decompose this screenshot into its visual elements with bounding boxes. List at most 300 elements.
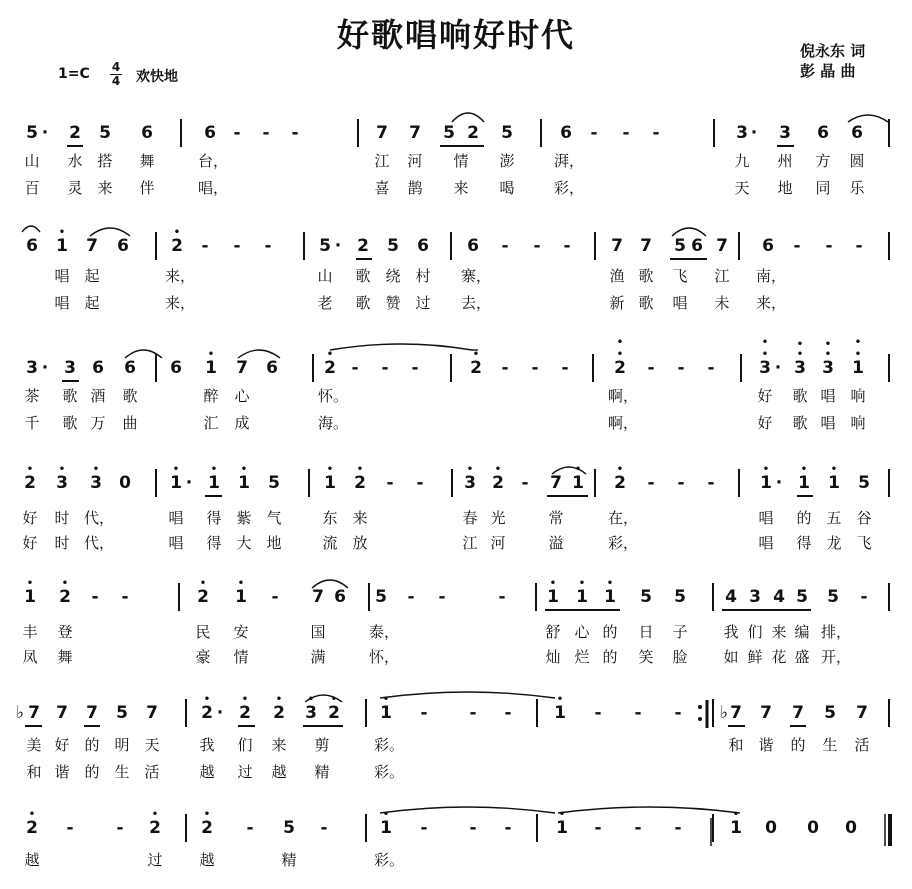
octave-dot: • xyxy=(796,339,804,350)
lyric-verse1: 美 xyxy=(26,736,42,754)
lyric-verse2: 万 xyxy=(90,414,106,432)
lyric-verse2: 同 xyxy=(815,179,831,197)
sys3-note: 1 xyxy=(324,473,336,493)
octave-dot: • xyxy=(207,349,215,360)
sys5-note: 7 xyxy=(28,703,40,723)
sys4-note: 5 xyxy=(674,587,686,607)
lyric-verse2: 响 xyxy=(850,414,866,432)
sys5-note: 7 xyxy=(792,703,804,723)
lyric-verse2: 得 xyxy=(206,534,222,552)
sys6-note: 2 xyxy=(26,818,38,838)
lyric-verse1: 精 xyxy=(281,851,297,869)
octave-dot: • xyxy=(616,349,624,360)
sys2-dash: - xyxy=(677,358,685,378)
lyric-verse1: 们 xyxy=(237,736,253,754)
sys0-note: 3 xyxy=(779,123,791,143)
sys0-dash: - xyxy=(233,123,241,143)
accent-mark: • xyxy=(854,337,862,348)
sys5-dash: - xyxy=(420,703,428,723)
sys1-note: 5 xyxy=(674,236,686,256)
lyric-verse1: 春 xyxy=(462,509,478,527)
sys4-note: 2 xyxy=(197,587,209,607)
sys4-dash: - xyxy=(407,587,415,607)
sys1-note: 2 xyxy=(357,236,369,256)
lyric-verse1: 五 xyxy=(826,509,842,527)
sys3-note: 0 xyxy=(119,473,131,493)
sys0-dash: - xyxy=(590,123,598,143)
sys3-dash: - xyxy=(677,473,685,493)
lyric-verse2: 怀， xyxy=(369,648,400,666)
lyric-verse1: 的 xyxy=(602,623,618,641)
octave-dot: • xyxy=(356,464,364,475)
time-signature-bottom: 4 xyxy=(111,74,121,88)
lyric-verse1: 歌 xyxy=(62,387,78,405)
octave-dot: • xyxy=(382,809,390,820)
lyric-verse2: 去， xyxy=(461,294,492,312)
lyric-verse1: 方 xyxy=(815,152,831,170)
sys4-note: 3 xyxy=(749,587,761,607)
lyric-verse2: 放 xyxy=(352,534,368,552)
sys2-dash: - xyxy=(707,358,715,378)
sys1-note: 6 xyxy=(467,236,479,256)
lyric-verse2: 的 xyxy=(602,648,618,666)
lyric-verse1: 的 xyxy=(790,736,806,754)
octave-dot: • xyxy=(203,809,211,820)
sys4-note: 5 xyxy=(827,587,839,607)
lyric-verse2: 时 xyxy=(54,534,70,552)
octave-dot: • xyxy=(800,464,808,475)
sys1-note: 7 xyxy=(640,236,652,256)
sys2-note: 3 xyxy=(26,358,38,378)
sys1-note: 5 xyxy=(319,236,331,256)
sys4-note: 1 xyxy=(24,587,36,607)
sys6-dash: - xyxy=(320,818,328,838)
lyric-verse2: 起 xyxy=(84,294,100,312)
lyric-verse2: 歌 xyxy=(792,414,808,432)
lyric-verse2: 开， xyxy=(821,648,852,666)
lyric-verse1: 茶 xyxy=(24,387,40,405)
lyric-verse2: 唱， xyxy=(198,179,229,197)
sys0-dash: - xyxy=(622,123,630,143)
sys2-note: 6 xyxy=(124,358,136,378)
lyric-verse1: 得 xyxy=(206,509,222,527)
sys4-dash: - xyxy=(271,587,279,607)
octave-dot: • xyxy=(382,694,390,705)
octave-dot: • xyxy=(330,694,338,705)
sys5-flat: ♭ xyxy=(15,703,25,723)
lyric-verse1: 越 xyxy=(24,851,40,869)
lyric-verse2: 豪 xyxy=(195,648,211,666)
sys2-note: 1 xyxy=(852,358,864,378)
sys3-dash: - xyxy=(521,473,529,493)
lyric-verse1: 搭 xyxy=(97,152,113,170)
lyric-verse1: 们 xyxy=(747,623,763,641)
lyric-verse2: 情 xyxy=(233,648,249,666)
song-title: 好歌唱响好时代 xyxy=(336,16,575,54)
lyric-verse2: 新 xyxy=(609,294,625,312)
lyric-verse2: 得 xyxy=(796,534,812,552)
lyric-verse2: 唱 xyxy=(54,294,70,312)
lyric-verse2: 歌 xyxy=(62,414,78,432)
lyric-verse2: 好 xyxy=(757,414,773,432)
sys0-dot: · xyxy=(41,123,49,143)
sys1-note: 1 xyxy=(56,236,68,256)
lyric-verse2: 伴 xyxy=(139,179,155,197)
lyric-verse1: 唱 xyxy=(758,509,774,527)
lyric-verse1: 歌 xyxy=(792,387,808,405)
octave-dot: • xyxy=(830,464,838,475)
sys1-note: 6 xyxy=(762,236,774,256)
sys0-note: 6 xyxy=(817,123,829,143)
sys0-note: 2 xyxy=(467,123,479,143)
lyric-verse1: 好 xyxy=(54,736,70,754)
lyric-verse1: 唱 xyxy=(168,509,184,527)
sys3-dot: · xyxy=(775,473,783,493)
sys0-note: 5 xyxy=(99,123,111,143)
lyric-verse2: 老 xyxy=(317,294,333,312)
lyric-verse2: 笑 xyxy=(638,648,654,666)
lyric-verse2: 喜 xyxy=(374,179,390,197)
sys4-dash: - xyxy=(438,587,446,607)
sys5-note: 5 xyxy=(824,703,836,723)
lyric-verse1: 啊， xyxy=(608,387,639,405)
lyric-verse1: 酒 xyxy=(90,387,106,405)
sys5-note: 5 xyxy=(116,703,128,723)
sys3-note: 3 xyxy=(56,473,68,493)
sys5-note: 1 xyxy=(380,703,392,723)
lyric-verse2: 海。 xyxy=(318,414,349,432)
sys4-note: 5 xyxy=(640,587,652,607)
slur xyxy=(238,350,280,358)
lyric-verse1: 天 xyxy=(144,736,160,754)
lyric-verse2: 舞 xyxy=(57,648,73,666)
lyric-verse1: 民 xyxy=(195,623,211,641)
sys2-note: 7 xyxy=(236,358,248,378)
lyric-verse1: 江 xyxy=(714,267,730,285)
octave-dot: • xyxy=(574,464,582,475)
sys3-dash: - xyxy=(707,473,715,493)
lyric-verse1: 好 xyxy=(22,509,38,527)
lyric-verse2: 流 xyxy=(322,534,338,552)
octave-dot: • xyxy=(761,349,769,360)
lyric-verse2: 唱 xyxy=(820,414,836,432)
sys0-dash: - xyxy=(262,123,270,143)
sys2-note: 3 xyxy=(64,358,76,378)
slur xyxy=(312,580,348,588)
lyric-verse2: 过 xyxy=(415,294,431,312)
lyric-verse1: 常 xyxy=(548,509,564,527)
sys5-note: 7 xyxy=(86,703,98,723)
sys2-dash: - xyxy=(501,358,509,378)
lyric-verse2: 彩， xyxy=(554,179,585,197)
lyric-verse2: 未 xyxy=(714,294,730,312)
lyric-verse1: 活 xyxy=(854,736,870,754)
lyric-verse2: 来， xyxy=(756,294,787,312)
lyric-verse2: 代， xyxy=(84,534,115,552)
lyric-verse1: 泰， xyxy=(369,623,400,641)
octave-dot: • xyxy=(762,464,770,475)
lyric-verse1: 丰 xyxy=(22,623,38,641)
octave-dot: • xyxy=(616,464,624,475)
lyric-verse1: 东 xyxy=(322,509,338,527)
lyric-verse1: 好 xyxy=(757,387,773,405)
sys4-note: 5 xyxy=(375,587,387,607)
sys5-flat: ♭ xyxy=(719,703,729,723)
lyric-verse2: 河 xyxy=(490,534,506,552)
sys2-dash: - xyxy=(561,358,569,378)
lyric-verse2: 唱 xyxy=(758,534,774,552)
sys1-note: 6 xyxy=(417,236,429,256)
sys6-note: 1 xyxy=(730,818,742,838)
slur xyxy=(558,807,740,813)
sys5-note: 7 xyxy=(856,703,868,723)
lyric-verse1: 舒 xyxy=(545,623,561,641)
sys4-note: 5 xyxy=(796,587,808,607)
sys5-note: 3 xyxy=(305,703,317,723)
octave-dot: • xyxy=(824,339,832,350)
slur xyxy=(330,344,472,350)
lyric-verse2: 灿 xyxy=(545,648,561,666)
lyric-verse1: 歌 xyxy=(122,387,138,405)
sys1-note: 6 xyxy=(691,236,703,256)
sys4-dash: - xyxy=(121,587,129,607)
sys3-note: 2 xyxy=(614,473,626,493)
slur xyxy=(22,226,40,232)
lyric-verse2: 大 xyxy=(236,534,252,552)
sys0-dash: - xyxy=(291,123,299,143)
sys1-note: 7 xyxy=(86,236,98,256)
sys2-note: 3 xyxy=(794,358,806,378)
sys4-dash: - xyxy=(91,587,99,607)
lyric-verse1: 南， xyxy=(756,267,787,285)
lyric-verse2: 百 xyxy=(24,179,40,197)
sys2-dot: · xyxy=(41,358,49,378)
lyric-verse1: 登 xyxy=(57,623,73,641)
lyric-verse1: 响 xyxy=(850,387,866,405)
slur xyxy=(380,692,555,698)
sys3-note: 1 xyxy=(170,473,182,493)
sys1-note: 7 xyxy=(716,236,728,256)
sys4-note: 6 xyxy=(334,587,346,607)
sys6-note: 1 xyxy=(380,818,392,838)
lyric-verse1: 和 xyxy=(728,736,744,754)
lyric-verse1: 唱 xyxy=(54,267,70,285)
sys3-note: 1 xyxy=(798,473,810,493)
sys4-note: 2 xyxy=(59,587,71,607)
sys3-note: 2 xyxy=(354,473,366,493)
sys5-dash: - xyxy=(594,703,602,723)
sys5-note: 2 xyxy=(273,703,285,723)
lyric-verse1: 村 xyxy=(415,267,431,285)
sys0-note: 7 xyxy=(409,123,421,143)
lyric-verse2: 地 xyxy=(266,534,282,552)
lyric-verse2: 彩， xyxy=(608,534,639,552)
lyric-verse2: 地 xyxy=(777,179,793,197)
sys4-note: 1 xyxy=(576,587,588,607)
lyric-verse1: 子 xyxy=(672,623,688,641)
sys2-dot: · xyxy=(774,358,782,378)
time-signature-top: 4 xyxy=(111,60,121,74)
sys1-note: 6 xyxy=(117,236,129,256)
lyric-verse2: 溢 xyxy=(548,534,564,552)
sys6-dash: - xyxy=(246,818,254,838)
lyric-verse2: 如 xyxy=(723,648,739,666)
sys1-dash: - xyxy=(793,236,801,256)
octave-dot: • xyxy=(26,464,34,475)
sys2-note: 6 xyxy=(266,358,278,378)
sys6-dash: - xyxy=(594,818,602,838)
lyric-verse1: 光 xyxy=(490,509,506,527)
lyric-verse2: 谐 xyxy=(54,763,70,781)
sys2-dash: - xyxy=(351,358,359,378)
sys3-note: 1 xyxy=(828,473,840,493)
octave-dot: • xyxy=(58,227,66,238)
lyric-verse1: 紫 xyxy=(236,509,252,527)
sys3-dash: - xyxy=(386,473,394,493)
lyric-verse2: 的 xyxy=(84,763,100,781)
lyric-verse2: 唱 xyxy=(168,534,184,552)
lyric-verse1: 的 xyxy=(84,736,100,754)
sys1-dash: - xyxy=(855,236,863,256)
sys6-dash: - xyxy=(469,818,477,838)
lyric-verse2: 花 xyxy=(771,648,787,666)
lyric-verse2: 来， xyxy=(165,294,196,312)
sys2-note: 2 xyxy=(470,358,482,378)
lyric-verse1: 来 xyxy=(771,623,787,641)
lyric-verse2: 来 xyxy=(453,179,469,197)
lyric-verse1: 谐 xyxy=(758,736,774,754)
lyric-verse1: 越 xyxy=(199,851,215,869)
sys6-note: 2 xyxy=(149,818,161,838)
sys5-dot: · xyxy=(216,703,224,723)
octave-dot: • xyxy=(28,809,36,820)
slur xyxy=(452,113,484,122)
sys5-dash: - xyxy=(504,703,512,723)
slur xyxy=(380,807,555,813)
lyric-verse2: 来 xyxy=(97,179,113,197)
lyric-verse1: 谷 xyxy=(856,509,872,527)
lyric-verse2: 喝 xyxy=(499,179,515,197)
sys0-note: 6 xyxy=(851,123,863,143)
lyric-verse2: 歌 xyxy=(638,294,654,312)
repeat-dot xyxy=(698,717,702,721)
slur xyxy=(305,695,342,702)
lyric-verse1: 心 xyxy=(574,623,590,641)
sys0-note: 3 xyxy=(736,123,748,143)
lyric-verse1: 时 xyxy=(54,509,70,527)
lyric-verse2: 天 xyxy=(734,179,750,197)
sys1-note: 5 xyxy=(387,236,399,256)
sys3-note: 7 xyxy=(550,473,562,493)
sys5-dash: - xyxy=(469,703,477,723)
octave-dot: • xyxy=(275,694,283,705)
lyricist-credit: 倪永东 词 xyxy=(800,42,866,60)
sys4-dash: - xyxy=(860,587,868,607)
sys0-note: 5 xyxy=(26,123,38,143)
lyric-verse1: 彩。 xyxy=(374,851,405,869)
lyric-verse2: 千 xyxy=(24,414,40,432)
sys4-note: 1 xyxy=(604,587,616,607)
lyric-verse2: 成 xyxy=(234,414,250,432)
repeat-dot xyxy=(698,705,702,709)
octave-dot: • xyxy=(210,464,218,475)
lyric-verse1: 台， xyxy=(198,152,229,170)
sys2-dash: - xyxy=(647,358,655,378)
lyric-verse2: 和 xyxy=(26,763,42,781)
sys6-dash: - xyxy=(66,818,74,838)
lyric-verse1: 州 xyxy=(777,152,793,170)
lyric-verse2: 活 xyxy=(144,763,160,781)
lyric-verse2: 曲 xyxy=(122,414,138,432)
octave-dot: • xyxy=(203,694,211,705)
lyric-verse1: 的 xyxy=(796,509,812,527)
sys0-note: 6 xyxy=(204,123,216,143)
lyric-verse2: 赞 xyxy=(385,294,401,312)
lyric-verse1: 来， xyxy=(165,267,196,285)
slur xyxy=(848,115,888,122)
octave-dot: • xyxy=(92,464,100,475)
lyric-verse1: 寨， xyxy=(461,267,492,285)
octave-dot: • xyxy=(61,578,69,589)
sys6-note: 0 xyxy=(845,818,857,838)
lyric-verse2: 盛 xyxy=(794,648,810,666)
sys3-note: 3 xyxy=(90,473,102,493)
octave-dot: • xyxy=(606,578,614,589)
sys3-note: 2 xyxy=(24,473,36,493)
sys3-dash: - xyxy=(416,473,424,493)
sys3-dot: · xyxy=(185,473,193,493)
lyric-verse1: 歌 xyxy=(355,267,371,285)
slur xyxy=(552,464,586,475)
lyric-verse2: 汇 xyxy=(203,414,219,432)
accent-mark: • xyxy=(761,337,769,348)
lyric-verse1: 彩。 xyxy=(374,736,405,754)
sys0-note: 5 xyxy=(443,123,455,143)
lyric-verse1: 湃， xyxy=(554,152,585,170)
lyric-verse2: 越 xyxy=(199,763,215,781)
sys1-dash: - xyxy=(233,236,241,256)
sys2-dash: - xyxy=(411,358,419,378)
sys1-dash: - xyxy=(825,236,833,256)
lyric-verse2: 灵 xyxy=(67,179,83,197)
sys2-note: 1 xyxy=(205,358,217,378)
sys0-note: 6 xyxy=(141,123,153,143)
octave-dot: • xyxy=(854,349,862,360)
lyric-verse1: 水 xyxy=(67,152,83,170)
lyric-verse1: 江 xyxy=(374,152,390,170)
lyric-verse2: 烂 xyxy=(574,648,590,666)
sys2-note: 6 xyxy=(92,358,104,378)
lyric-verse1: 渔 xyxy=(609,267,625,285)
octave-dot: • xyxy=(58,464,66,475)
lyric-verse2: 江 xyxy=(462,534,478,552)
sys5-dash: - xyxy=(674,703,682,723)
lyric-verse1: 起 xyxy=(84,267,100,285)
lyric-verse1: 在， xyxy=(608,509,639,527)
sys2-note: 2 xyxy=(614,358,626,378)
sys6-note: 5 xyxy=(283,818,295,838)
sys1-dash: - xyxy=(201,236,209,256)
sys6-note: 1 xyxy=(556,818,568,838)
sys6-dash: - xyxy=(420,818,428,838)
lyric-verse2: 脸 xyxy=(672,648,688,666)
sys3-note: 5 xyxy=(858,473,870,493)
lyric-verse1: 气 xyxy=(266,509,282,527)
octave-dot: • xyxy=(494,464,502,475)
lyric-verse2: 精 xyxy=(314,763,330,781)
lyric-verse1: 排， xyxy=(821,623,852,641)
lyric-verse1: 圆 xyxy=(849,152,865,170)
